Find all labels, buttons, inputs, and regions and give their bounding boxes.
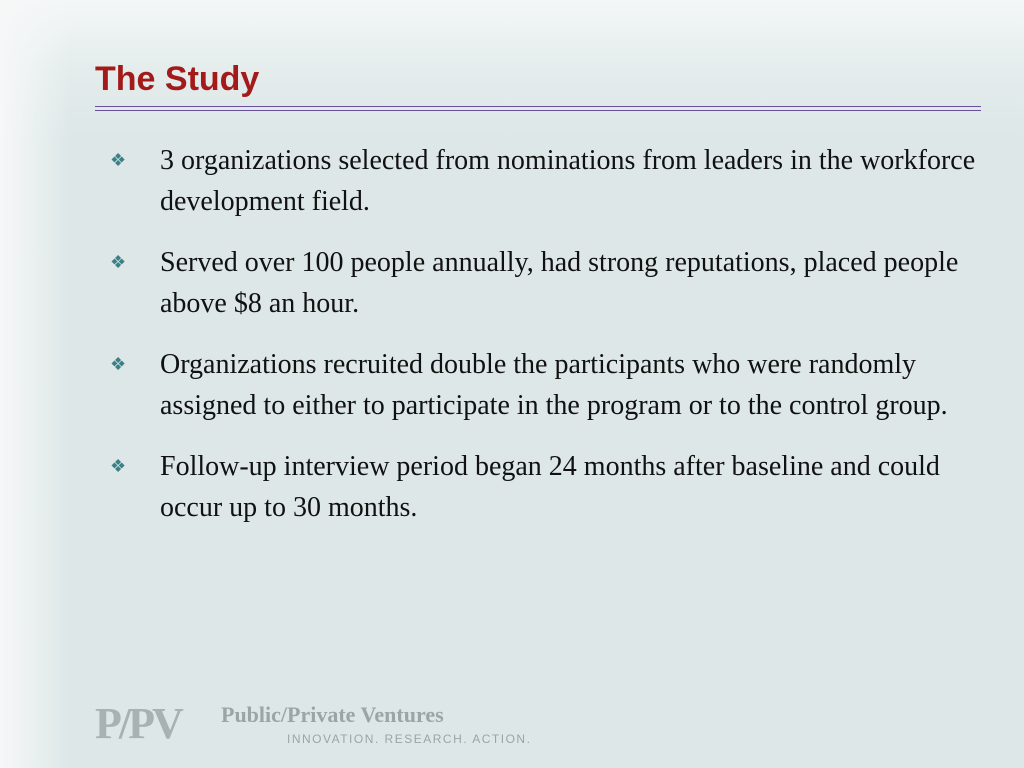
list-item xyxy=(108,344,988,426)
diamond-cluster-icon: ❖ xyxy=(110,150,127,170)
slide-title: The Study xyxy=(95,60,260,98)
diamond-cluster-icon: ❖ xyxy=(110,354,127,374)
bullet-text: Served over 100 people annually, had strong reputations, placed people above $8 an hour. xyxy=(160,247,959,319)
diamond-cluster-icon: ❖ xyxy=(110,252,127,272)
organization-name: Public/Private Ventures xyxy=(221,702,444,727)
list-item xyxy=(108,140,988,222)
diamond-cluster-icon: ❖ xyxy=(110,456,127,476)
bullet-text: 3 organizations selected from nominations from leaders in the workforce development field. xyxy=(160,145,976,217)
list-item xyxy=(108,242,988,324)
title-divider xyxy=(95,106,981,111)
organization-tagline: INNOVATION. RESEARCH. ACTION. xyxy=(287,732,532,746)
left-edge-fade xyxy=(0,0,70,768)
list-item xyxy=(108,446,988,528)
bullet-list xyxy=(108,140,988,548)
bullet-text: Follow-up interview period began 24 months after baseline and could occur up to 30 months. xyxy=(160,451,940,523)
ppv-logo: P/PV xyxy=(95,699,181,748)
bullet-text: Organizations recruited double the participants who were randomly assigned to either to participate in the program or to the control group. xyxy=(160,349,948,421)
